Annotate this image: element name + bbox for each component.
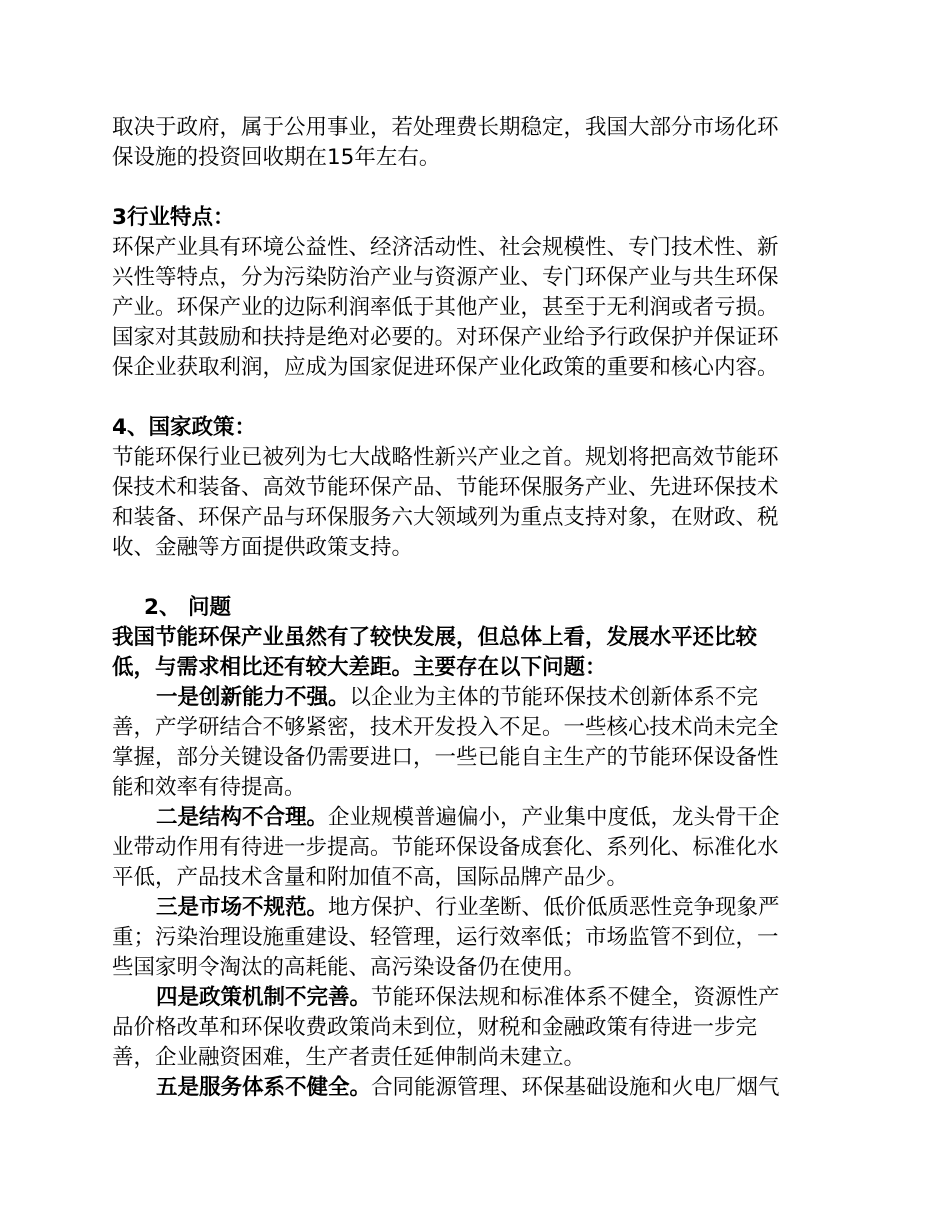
text-line: 产业。环保产业的边际利润率低于其他产业，甚至于无利润或者亏损。 — [112, 295, 779, 320]
problem-text: 节能环保法规和标准体系不健全，资源性产 — [371, 985, 780, 1010]
document-page — [112, 113, 838, 1103]
problems-intro-line: 低，与需求相比还有较大差距。主要存在以下问题： — [112, 655, 607, 680]
problem-lead: 五是服务体系不健全。 — [156, 1075, 372, 1100]
section-problems — [112, 593, 838, 1103]
problem-first-line — [112, 983, 838, 1013]
problem-lead: 三是市场不规范。 — [156, 895, 329, 920]
problem-lead: 一是创新能力不强。 — [156, 685, 350, 710]
section-heading: 4、国家政策： — [112, 415, 256, 440]
intro-paragraph — [112, 113, 838, 173]
problem-item — [112, 893, 838, 983]
problem-first-line — [112, 893, 838, 923]
problem-item — [112, 983, 838, 1073]
text-line: 取决于政府，属于公用事业，若处理费长期稳定，我国大部分市场化环 — [112, 115, 779, 140]
problem-item — [112, 803, 838, 893]
section-heading: 2、 问题 — [144, 595, 231, 620]
text-line: 善，产学研结合不够紧密，技术开发投入不足。一些核心技术尚未完全 — [112, 715, 779, 740]
text-line: 业带动作用有待进一步提高。节能环保设备成套化、系列化、标准化水 — [112, 835, 779, 860]
spacer — [112, 173, 838, 203]
problems-intro-line: 我国节能环保产业虽然有了较快发展，但总体上看，发展水平还比较 — [112, 625, 758, 650]
text-line: 环保产业具有环境公益性、经济活动性、社会规模性、专门技术性、新 — [112, 235, 779, 260]
problem-text: 地方保护、行业垄断、低价低质恶性竞争现象严 — [328, 895, 780, 920]
text-line: 平低，产品技术含量和附加值不高，国际品牌产品少。 — [112, 865, 629, 890]
text-line: 保技术和装备、高效节能环保产品、节能环保服务产业、先进环保技术 — [112, 475, 779, 500]
problem-item — [112, 1073, 838, 1103]
section-heading: 3行业特点： — [112, 205, 235, 230]
text-line: 国家对其鼓励和扶持是绝对必要的。对环保产业给予行政保护并保证环 — [112, 325, 779, 350]
spacer — [112, 383, 838, 413]
text-line: 兴性等特点，分为污染防治产业与资源产业、专门环保产业与共生环保 — [112, 265, 779, 290]
problem-first-line — [112, 683, 838, 713]
problem-lead: 四是政策机制不完善。 — [156, 985, 372, 1010]
text-line: 保企业获取利润，应成为国家促进环保产业化政策的重要和核心内容。 — [112, 355, 779, 380]
problem-first-line — [112, 803, 838, 833]
text-line: 品价格改革和环保收费政策尚未到位，财税和金融政策有待进一步完 — [112, 1015, 758, 1040]
problem-text: 以企业为主体的节能环保技术创新体系不完 — [349, 685, 759, 710]
problem-item — [112, 683, 838, 803]
text-line: 些国家明令淘汰的高耗能、高污染设备仍在使用。 — [112, 955, 586, 980]
text-line: 重；污染治理设施重建设、轻管理，运行效率低；市场监管不到位，一 — [112, 925, 779, 950]
text-line: 收、金融等方面提供政策支持。 — [112, 535, 414, 560]
text-line: 善，企业融资困难，生产者责任延伸制尚未建立。 — [112, 1045, 586, 1070]
problem-text: 合同能源管理、环保基础设施和火电厂烟气 — [371, 1075, 780, 1100]
section-national-policy — [112, 413, 838, 563]
problem-lead: 二是结构不合理。 — [156, 805, 329, 830]
text-line: 和装备、环保产品与环保服务六大领域列为重点支持对象，在财政、税 — [112, 505, 779, 530]
text-line: 掌握，部分关键设备仍需要进口，一些已能自主生产的节能环保设备性 — [112, 745, 779, 770]
text-line: 能和效率有待提高。 — [112, 775, 306, 800]
problem-text: 企业规模普遍偏小，产业集中度低，龙头骨干企 — [328, 805, 780, 830]
problem-first-line — [112, 1073, 838, 1103]
text-line: 节能环保行业已被列为七大战略性新兴产业之首。规划将把高效节能环 — [112, 445, 779, 470]
text-line: 保设施的投资回收期在15年左右。 — [112, 145, 441, 170]
section-industry-characteristics — [112, 203, 838, 383]
spacer — [112, 563, 838, 593]
